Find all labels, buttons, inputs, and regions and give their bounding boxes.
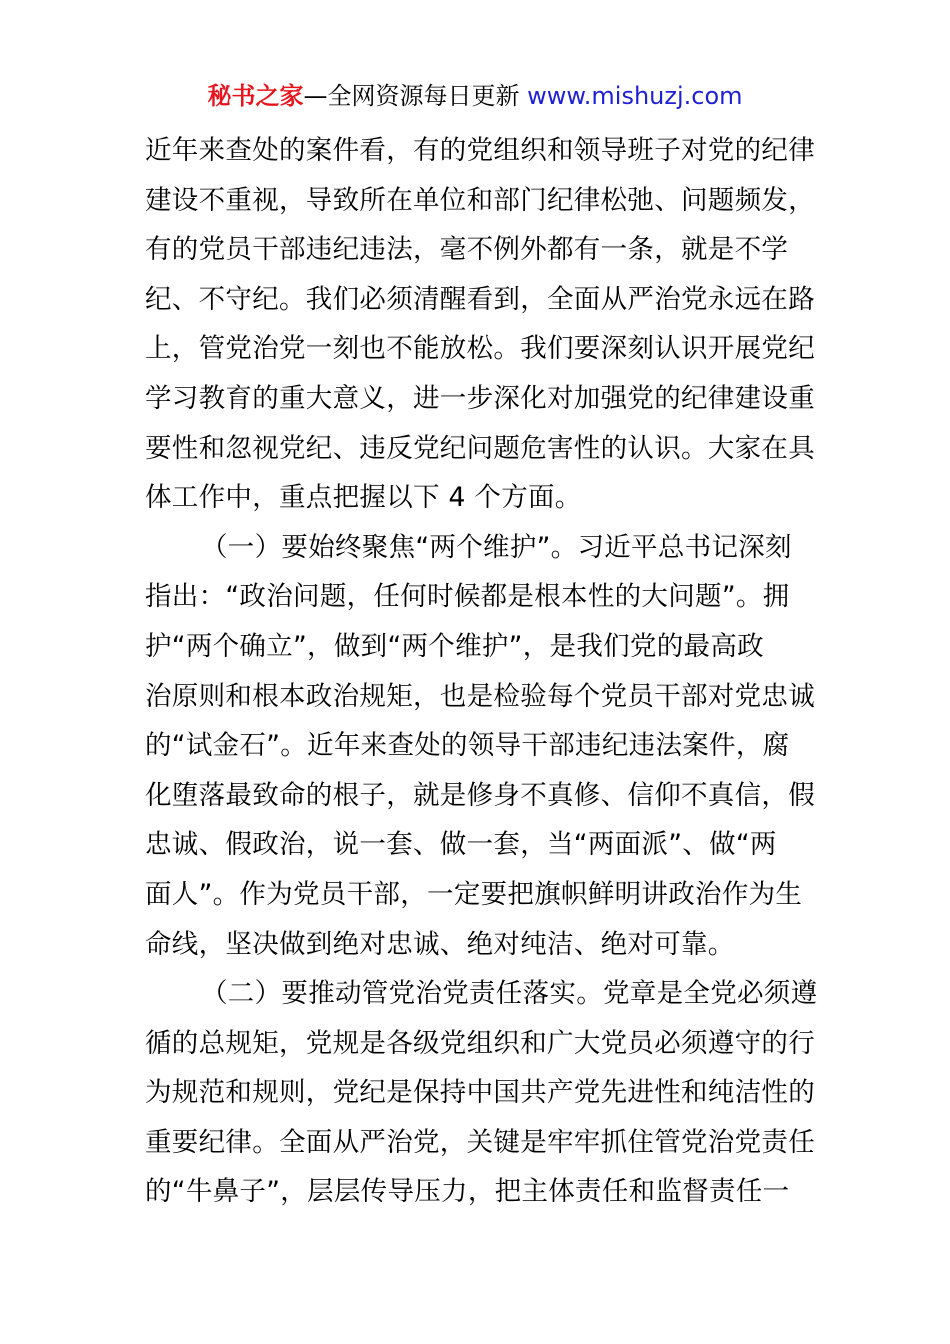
site-brand: 秘书之家 <box>207 82 304 110</box>
paragraph-first-line: （二）要推动管党治党责任落实。党章是全党必须遵 <box>201 978 818 1010</box>
text-line: 命线，坚决做到绝对忠诚、绝对纯洁、绝对可靠。 <box>145 928 735 960</box>
text-line: 忠诚、假政治，说一套、做一套，当“两面派”、做“两 <box>145 829 777 861</box>
text-line: 循的总规矩，党规是各级党组织和广大党员必须遵守的行 <box>145 1027 815 1059</box>
text-line: 的“试金石”。近年来查处的领导干部违纪违法案件，腐 <box>145 730 790 762</box>
text-line: 近年来查处的案件看，有的党组织和领导班子对党的纪律 <box>145 135 815 166</box>
text-line: 的“牛鼻子”，层层传导压力，把主体责任和监督责任一 <box>145 1176 790 1208</box>
paragraph-first-line: （一）要始终聚焦“两个维护”。习近平总书记深刻 <box>201 531 792 563</box>
site-header <box>0 80 950 112</box>
text-line: 体工作中，重点把握以下 4 个方面。 <box>145 482 582 514</box>
text-line: 重要纪律。全面从严治党，关键是牢牢抓住管党治党责任 <box>145 1126 815 1158</box>
text-line: 纪、不守纪。我们必须清醒看到，全面从严治党永远在路 <box>145 283 815 315</box>
document-body <box>145 126 818 1217</box>
text-line: 要性和忽视党纪、违反党纪问题危害性的认识。大家在具 <box>145 432 815 464</box>
text-line: 护“两个确立”，做到“两个维护”，是我们党的最高政 <box>145 630 764 662</box>
text-line: 化堕落最致命的根子，就是修身不真修、信仰不真信，假 <box>145 779 815 811</box>
site-url-link[interactable]: www.mishuzj.com <box>527 82 743 110</box>
text-line: 面人”。作为党员干部，一定要把旗帜鲜明讲政治作为生 <box>145 878 803 910</box>
text-line: 有的党员干部违纪违法，毫不例外都有一条，就是不学 <box>145 234 789 266</box>
text-line: 治原则和根本政治规矩，也是检验每个党员干部对党忠诚 <box>145 680 815 712</box>
site-tagline: —全网资源每日更新 <box>303 82 520 110</box>
text-line: 为规范和规则，党纪是保持中国共产党先进性和纯洁性的 <box>145 1077 815 1109</box>
text-line: 学习教育的重大意义，进一步深化对加强党的纪律建设重 <box>145 382 815 414</box>
text-line: 建设不重视，导致所在单位和部门纪律松弛、问题频发， <box>145 184 815 216</box>
text-line: 指出：“政治问题，任何时候都是根本性的大问题”。拥 <box>145 581 790 613</box>
text-line: 上，管党治党一刻也不能放松。我们要深刻认识开展党纪 <box>145 333 815 365</box>
